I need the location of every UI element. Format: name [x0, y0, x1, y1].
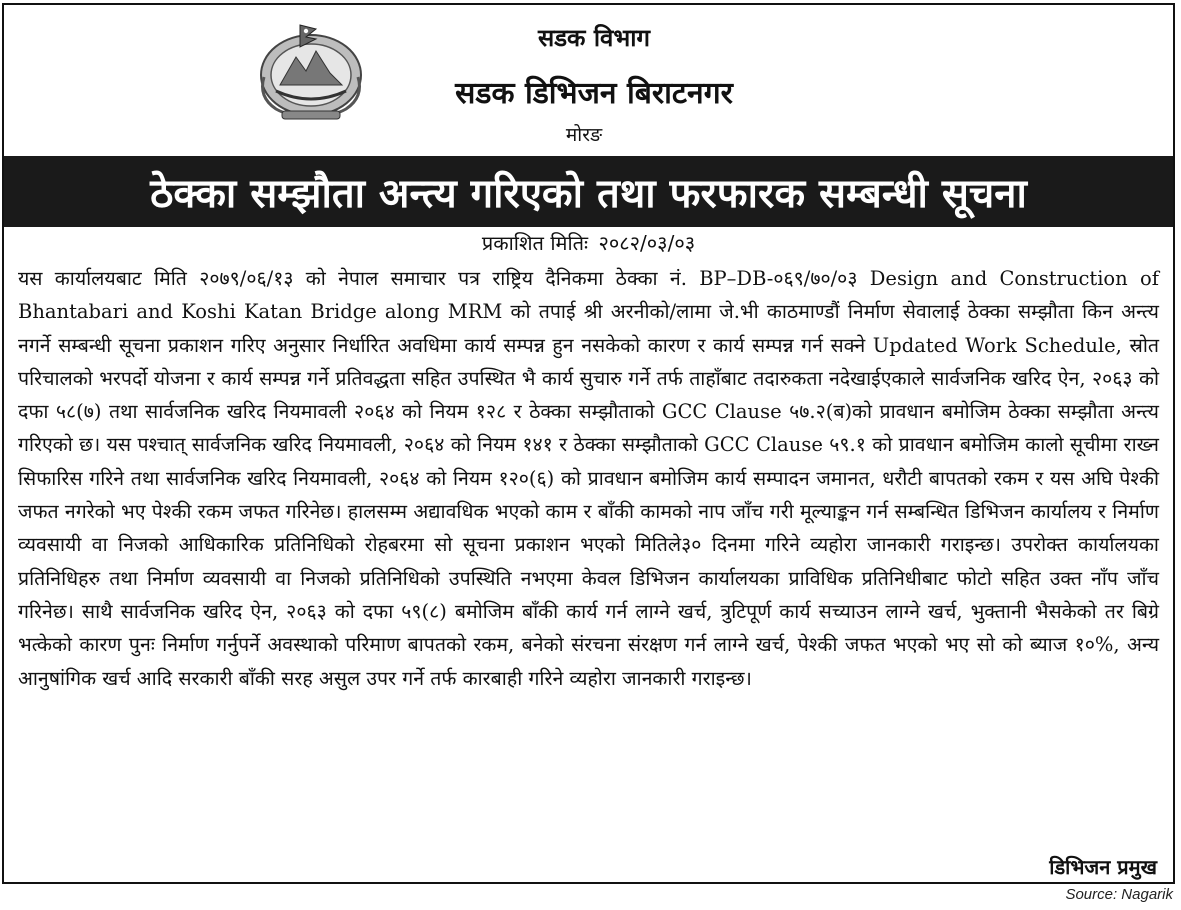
signatory: डिभिजन प्रमुख	[1049, 855, 1157, 879]
district-name: मोरङ	[565, 124, 603, 146]
department-name: सडक विभाग	[537, 24, 650, 52]
source-credit: Source: Nagarik	[1065, 886, 1173, 903]
published-label: प्रकाशित मितिः	[481, 231, 589, 255]
notice-body	[18, 262, 1159, 695]
published-date: २०८२/०३/०३	[598, 231, 696, 255]
notice-document	[2, 3, 1175, 884]
notice-title: ठेक्का सम्झौता अन्त्य गरिएको तथा फरफारक सम्बन्धी सूचना	[150, 171, 1027, 217]
division-office-name: सडक डिभिजन बिराटनगर	[455, 76, 733, 111]
notice-body-paragraph: यस कार्यालयबाट मिति २०७९/०६/१३ को नेपाल समाचार पत्र राष्ट्रिय दैनिकमा ठेक्का नं. BP–DB-०६९/७०/०३ Design and Construction of Bhantabari and Koshi Katan Bridge along MRM को तपाई श्री अरनीको/लामा जे.भी काठमाण्डौं निर्माण सेवालाई ठेक्का सम्झौता किन अन्त्य नगर्ने सम्बन्धी सूचना प्रकाशन गरिए अनुसार निर्धारित अवधिमा कार्य सम्पन्न हुन नसकेको कारण र कार्य सम्पन्न गर्न सक्ने Updated Work Schedule, स्रोत परिचालको भरपर्दो योजना र कार्य सम्पन्न गर्ने प्रतिवद्धता सहित उपस्थित भै कार्य सुचारु गर्ने तर्फ ताहाँबाट तदारुकता नदेखाईएकाले सार्वजनिक खरिद ऐन, २०६३ को दफा ५८(७) तथा सार्वजनिक खरिद नियमावली २०६४ को नियम १२८ र ठेक्का सम्झौताको GCC Clause ५७.२(ब)को प्रावधान बमोजिम ठेक्का सम्झौता अन्त्य गरिएको छ। यस पश्चात् सार्वजनिक खरिद नियमावली, २०६४ को नियम १४१ र ठेक्का सम्झौताको GCC Clause ५९.१ को प्रावधान बमोजिम कालो सूचीमा राख्न सिफारिस गरिने तथा सार्वजनिक खरिद नियमावली, २०६४ को नियम १२०(६) को प्रावधान बमोजिम कार्य सम्पादन जमानत, धरौटी बापतको रकम र यस अघि पेश्की जफत नगरेको भए पेश्की रकम जफत गरिनेछ। हालसम्म अद्यावधिक भएको काम र बाँकी कामको नाप जाँच गरी मूल्याङ्कन गर्न सम्बन्धित डिभिजन कार्यालय र निर्माण व्यवसायी वा निजको आधिकारिक प्रतिनिधिको रोहबरमा सो सूचना प्रकाशन भएको मितिले३० दिनमा गरिने व्यहोरा जानकारी गराइन्छ। उपरोक्त कार्यालयका प्रतिनिधिहरु तथा निर्माण व्यवसायी वा निजको प्रतिनिधिको उपस्थिति नभएमा केवल डिभिजन कार्यालयका प्राविधिक प्रतिनिधीबाट फोटो सहित उक्त नाँप जाँच गरिनेछ। साथै सार्वजनिक खरिद ऐन, २०६३ को दफा ५९(८) बमोजिम बाँकी कार्य गर्न लाग्ने खर्च, त्रुटिपूर्ण कार्य सच्याउन लाग्ने खर्च, भुक्तानी भैसकेको तर बिग्रे भत्केको कारण पुनः निर्माण गर्नुपर्ने अवस्थाको परिमाण बापतको रकम, बनेको संरचना संरक्षण गर्न लाग्ने खर्च, पेश्की जफत भएको भए सो को ब्याज १०%, अन्य आनुषांगिक खर्च आदि सरकारी बाँकी सरह असुल उपर गर्ने तर्फ कारबाही गरिने व्यहोरा जानकारी गराइन्छ।	[18, 267, 1159, 690]
notice-title-banner	[4, 156, 1173, 227]
nepal-government-emblem-icon	[250, 17, 372, 121]
published-date-line	[4, 229, 1173, 256]
